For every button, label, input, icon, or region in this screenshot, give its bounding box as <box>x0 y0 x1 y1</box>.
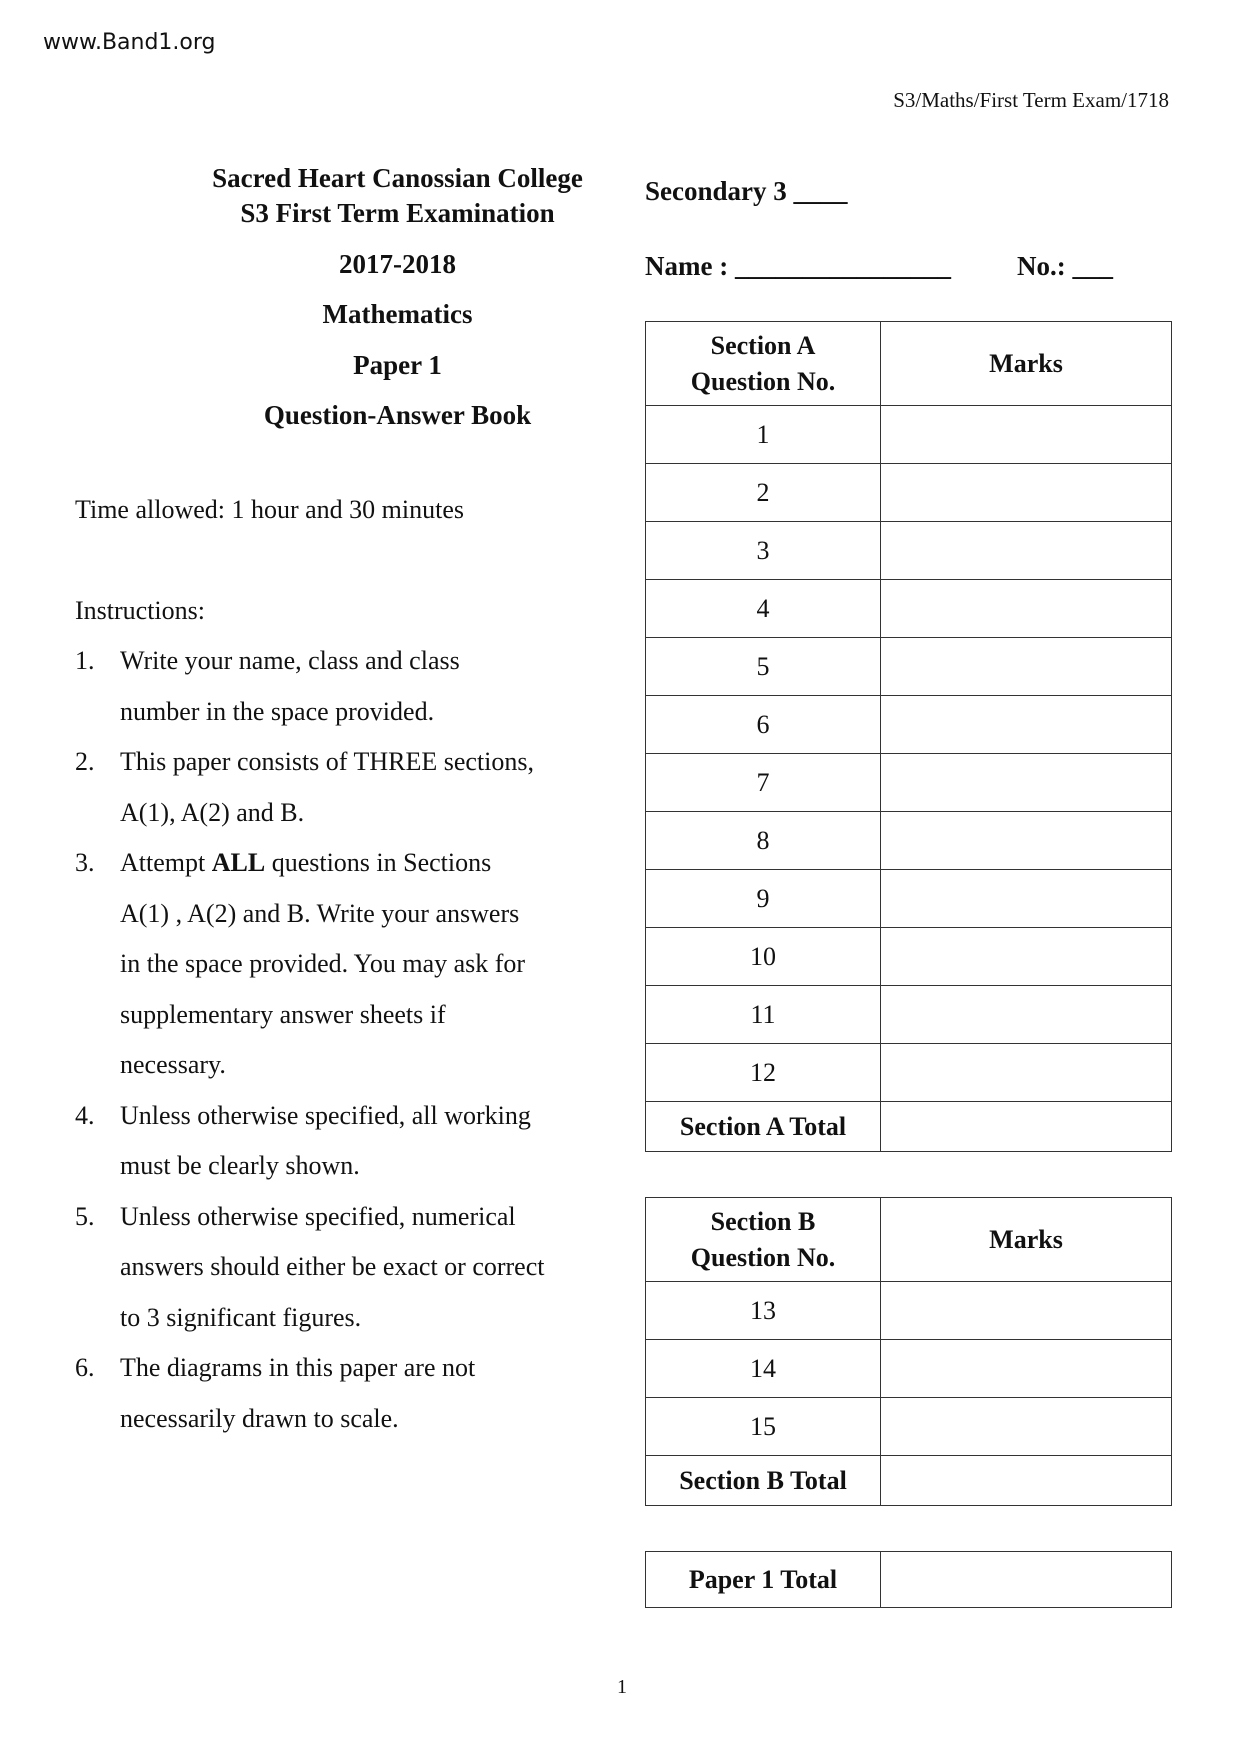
page-number: 1 <box>617 1676 627 1698</box>
table-row <box>646 870 1172 928</box>
section-b-marks-table <box>645 1197 1172 1506</box>
table-row <box>646 812 1172 870</box>
question-number: 7 <box>646 754 881 812</box>
instruction-line: Unless otherwise specified, numerical <box>120 1201 516 1231</box>
table-row <box>646 522 1172 580</box>
table-row <box>646 1044 1172 1102</box>
book-title: Question-Answer Book <box>263 400 532 430</box>
marks-cell[interactable] <box>881 870 1172 928</box>
instruction-line: to 3 significant figures. <box>120 1302 362 1332</box>
instruction-line: Write your name, class and class <box>120 646 460 675</box>
section-a-total-label: Section A Total <box>646 1102 881 1152</box>
table-row <box>646 638 1172 696</box>
table-row <box>646 986 1172 1044</box>
table-row <box>646 928 1172 986</box>
marks-cell[interactable] <box>881 1340 1172 1398</box>
section-a-header <box>646 322 881 406</box>
name-field[interactable]: Name : ________________ <box>645 251 951 281</box>
subject: Mathematics <box>322 299 473 329</box>
section-b-total-label: Section B Total <box>646 1456 881 1506</box>
instruction-line: supplementary answer sheets if <box>120 999 446 1029</box>
question-number: 9 <box>646 870 881 928</box>
table-row <box>646 1398 1172 1456</box>
marks-cell[interactable] <box>881 928 1172 986</box>
number-field[interactable]: No.: ___ <box>1017 251 1113 281</box>
marks-cell[interactable] <box>881 812 1172 870</box>
exam-reference: S3/Maths/First Term Exam/1718 <box>893 88 1169 112</box>
question-number: 11 <box>646 986 881 1044</box>
question-number: 8 <box>646 812 881 870</box>
section-a-total-cell[interactable] <box>881 1102 1172 1152</box>
question-number: 4 <box>646 580 881 638</box>
instruction-line: in the space provided. You may ask for <box>120 949 526 978</box>
instruction-line: number in the space provided. <box>120 696 435 726</box>
marks-cell[interactable] <box>881 1044 1172 1102</box>
instruction-line: This paper consists of THREE sections, <box>120 747 535 776</box>
marks-cell[interactable] <box>881 580 1172 638</box>
table-row <box>646 1282 1172 1340</box>
instruction-number: 5. <box>75 1201 95 1231</box>
section-b-label: Section B <box>710 1206 816 1236</box>
instruction-number: 3. <box>75 848 95 877</box>
question-number: 13 <box>646 1282 881 1340</box>
time-allowed: Time allowed: 1 hour and 30 minutes <box>75 495 465 524</box>
instruction-line: must be clearly shown. <box>120 1151 360 1180</box>
table-row <box>646 464 1172 522</box>
marks-cell[interactable] <box>881 696 1172 754</box>
section-b-total-cell[interactable] <box>881 1456 1172 1506</box>
instruction-line: Unless otherwise specified, all working <box>120 1100 531 1130</box>
instruction-number: 2. <box>75 747 95 776</box>
instruction-line: necessarily drawn to scale. <box>120 1403 399 1433</box>
class-field[interactable]: Secondary 3 ____ <box>645 176 848 206</box>
instruction-number: 6. <box>75 1353 95 1382</box>
marks-header: Marks <box>881 1198 1172 1282</box>
paper-name: Paper 1 <box>353 350 442 380</box>
watermark: www.Band1.org <box>43 30 216 55</box>
question-number: 5 <box>646 638 881 696</box>
section-a-label: Section A <box>710 330 816 360</box>
question-number: 14 <box>646 1340 881 1398</box>
marks-cell[interactable] <box>881 464 1172 522</box>
marks-cell[interactable] <box>881 1398 1172 1456</box>
table-row <box>646 1340 1172 1398</box>
instruction-line: The diagrams in this paper are not <box>120 1353 476 1382</box>
exam-title: S3 First Term Examination <box>240 198 555 228</box>
table-row <box>646 406 1172 464</box>
table-row <box>646 580 1172 638</box>
marks-cell[interactable] <box>881 406 1172 464</box>
instruction-line: Attempt ALL questions in Sections <box>120 848 492 877</box>
paper-total-table <box>645 1551 1172 1608</box>
instructions-heading: Instructions: <box>75 596 205 625</box>
question-no-label: Question No. <box>690 1242 836 1272</box>
table-row <box>646 696 1172 754</box>
instruction-line: A(1) , A(2) and B. Write your answers <box>120 898 520 928</box>
marks-cell[interactable] <box>881 986 1172 1044</box>
question-number: 6 <box>646 696 881 754</box>
instruction-line: A(1), A(2) and B. <box>120 797 305 827</box>
table-row <box>646 754 1172 812</box>
marks-cell[interactable] <box>881 638 1172 696</box>
paper-total-label: Paper 1 Total <box>646 1552 881 1608</box>
question-no-label: Question No. <box>690 366 836 396</box>
question-number: 3 <box>646 522 881 580</box>
question-number: 2 <box>646 464 881 522</box>
question-number: 1 <box>646 406 881 464</box>
instruction-number: 1. <box>75 646 95 675</box>
question-number: 10 <box>646 928 881 986</box>
question-number: 12 <box>646 1044 881 1102</box>
marks-header: Marks <box>881 322 1172 406</box>
instruction-line: answers should either be exact or correct <box>120 1252 545 1281</box>
instruction-number: 4. <box>75 1100 95 1130</box>
section-b-header <box>646 1198 881 1282</box>
academic-year: 2017-2018 <box>339 249 456 279</box>
question-number: 15 <box>646 1398 881 1456</box>
instruction-line: necessary. <box>120 1050 226 1079</box>
marks-cell[interactable] <box>881 754 1172 812</box>
marks-cell[interactable] <box>881 522 1172 580</box>
paper-total-cell[interactable] <box>881 1552 1172 1608</box>
school-name: Sacred Heart Canossian College <box>212 163 583 193</box>
section-a-marks-table <box>645 321 1172 1152</box>
marks-cell[interactable] <box>881 1282 1172 1340</box>
